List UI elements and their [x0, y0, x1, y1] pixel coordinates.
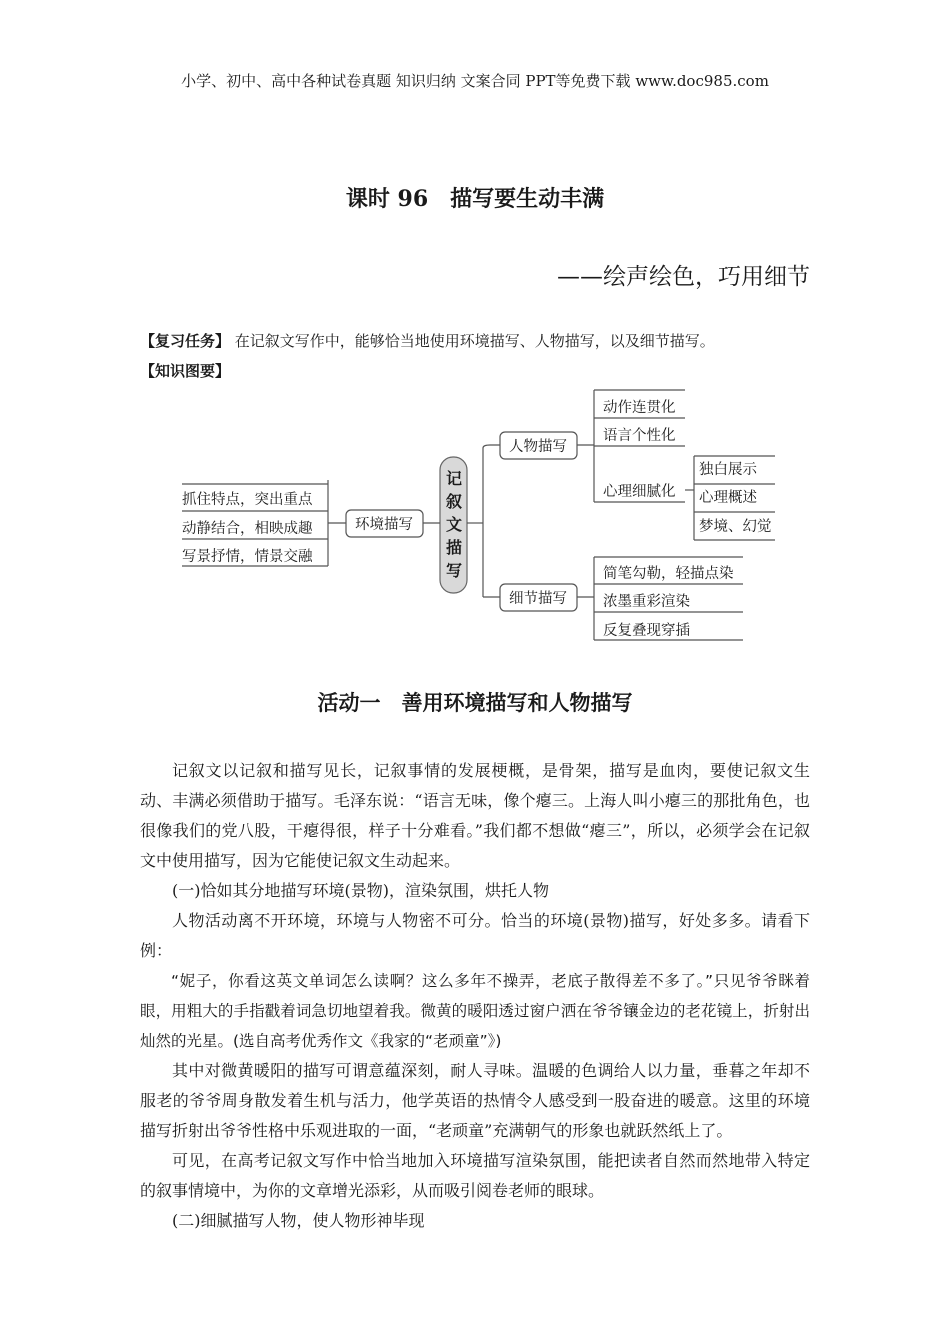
article-body	[140, 756, 810, 1236]
detail-leaf: 反复叠现穿插	[603, 623, 690, 639]
paragraph: 人物活动离不开环境，环境与人物密不可分。恰当的环境(景物)描写，好处多多。请看下例：	[140, 911, 810, 960]
example-quote: “妮子，你看这英文单词怎么读啊？这么多年不操弄，老底子散得差不多了。”只见爷爷眯着眼，用粗大的手指戳着词急切地望着我。微黄的暖阳透过窗户洒在爷爷镶金边的老花镜上，折射出灿然的光星。(选自高考优秀作文《我家的“老顽童”》)	[140, 972, 810, 1050]
center-char: 写	[445, 561, 463, 580]
activity-title: 活动一 善用环境描写和人物描写	[317, 690, 633, 715]
section-heading: (二)细腻描写人物，使人物形神毕现	[172, 1211, 425, 1230]
detail-label: 细节描写	[509, 591, 567, 607]
center-char: 文	[445, 515, 463, 534]
detail-leaf: 浓墨重彩渲染	[603, 594, 690, 610]
center-char: 叙	[445, 492, 463, 511]
paragraph: 可见，在高考记叙文写作中恰当地加入环境描写渲染氛围，能把读者自然而然地带入特定的叙事情境中，为你的文章增光添彩，从而吸引阅卷老师的眼球。	[140, 1151, 810, 1200]
center-char: 描	[445, 538, 463, 557]
center-char: 记	[445, 469, 463, 488]
person-leaf: 语言个性化	[603, 428, 676, 444]
person-leaf: 心理细腻化	[603, 484, 676, 500]
review-text: 在记叙文写作中，能够恰当地使用环境描写、人物描写，以及细节描写。	[234, 332, 715, 350]
lesson-title: 课时 96 描写要生动丰满	[345, 186, 605, 212]
paragraph: 记叙文以记叙和描写见长，记叙事情的发展梗概，是骨架，描写是血肉，要使记叙文生动、丰满必须借助于描写。毛泽东说：“语言无味，像个瘪三。上海人叫小瘪三的那批角色，也很像我们的党八股，干瘪得很，样子十分难看。”我们都不想做“瘪三”，所以，必须学会在记叙文中使用描写，因为它能使记叙文生动起来。	[140, 761, 810, 870]
env-label: 环境描写	[355, 517, 413, 533]
env-leaf: 动静结合，相映成趣	[182, 521, 313, 537]
env-leaf: 写景抒情，情景交融	[182, 549, 313, 565]
page-header: 小学、初中、高中各种试卷真题 知识归纳 文案合同 PPT等免费下载 www.doc985.com	[181, 72, 769, 90]
paragraph: 其中对微黄暖阳的描写可谓意蕴深刻，耐人寻味。温暖的色调给人以力量，垂暮之年却不服老的爷爷周身散发着生机与活力，他学英语的热情令人感受到一股奋进的暖意。这里的环境描写折射出爷爷性格中乐观进取的一面，“老顽童”充满朝气的形象也就跃然纸上了。	[140, 1061, 810, 1140]
env-leaf: 抓住特点，突出重点	[182, 492, 313, 508]
psych-leaf: 独白展示	[699, 462, 757, 478]
knowledge-label: 【知识图要】	[140, 362, 231, 380]
psych-leaf: 梦境、幻觉	[699, 519, 772, 535]
psych-leaf: 心理概述	[699, 490, 757, 506]
detail-leaf: 简笔勾勒，轻描点染	[603, 566, 734, 582]
person-leaf: 动作连贯化	[603, 400, 676, 416]
section-heading: (一)恰如其分地描写环境(景物)，渲染氛围，烘托人物	[172, 881, 549, 900]
lesson-subtitle: ——绘声绘色，巧用细节	[557, 264, 810, 290]
person-label: 人物描写	[509, 439, 567, 455]
review-label: 【复习任务】	[140, 332, 231, 350]
